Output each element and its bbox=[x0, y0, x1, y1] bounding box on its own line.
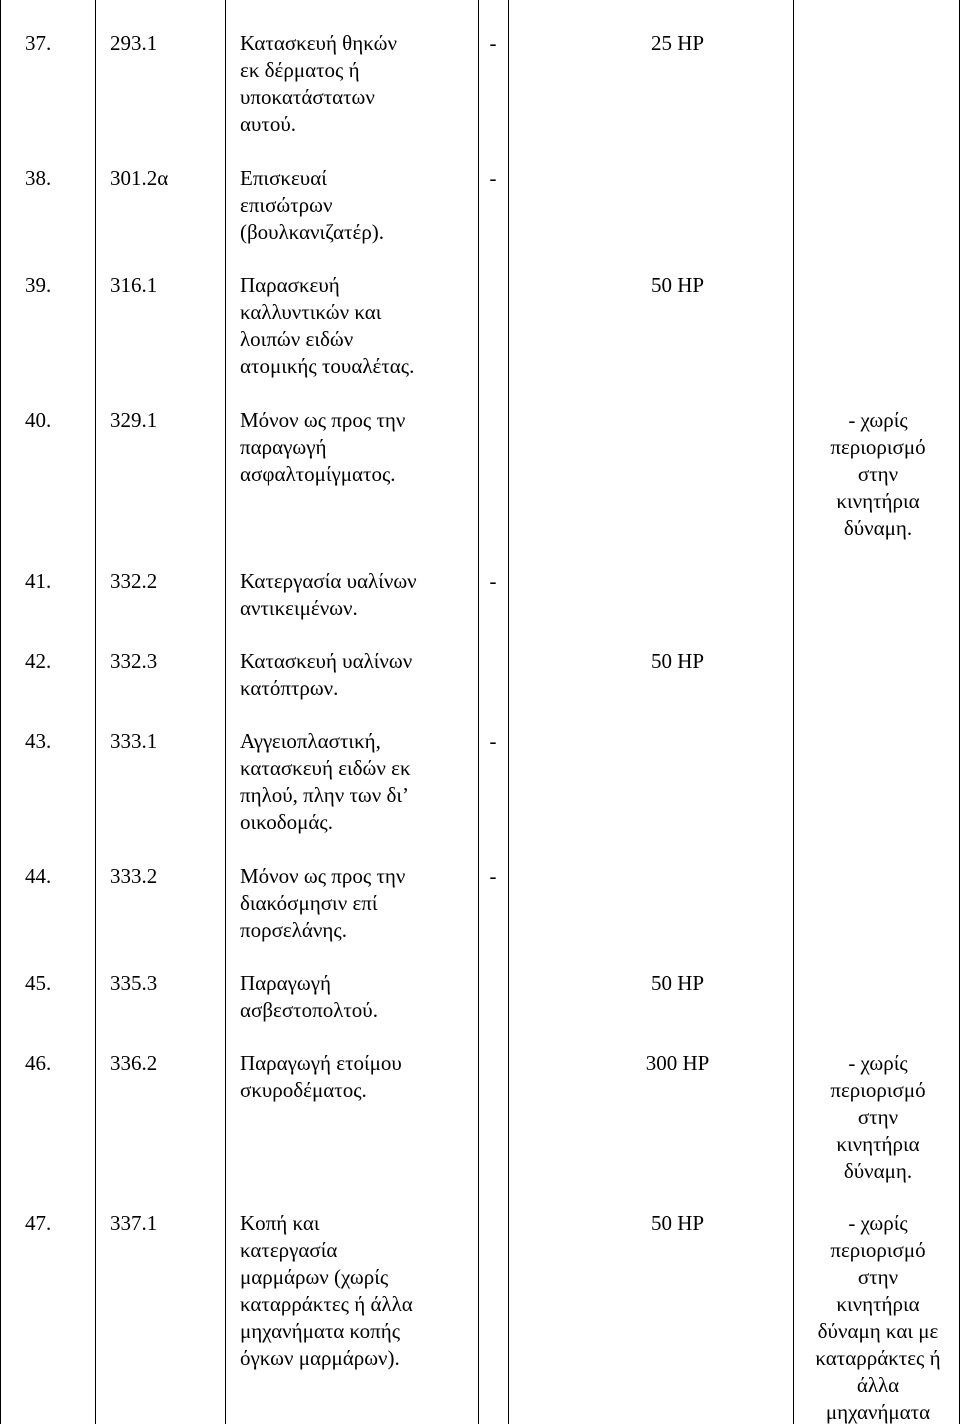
description-line: ασβεστοπολτού. bbox=[240, 998, 378, 1022]
remark-line: - χωρίς bbox=[848, 408, 908, 432]
remark-line: μηχανήματα bbox=[825, 1400, 931, 1424]
table-border-left bbox=[0, 0, 1, 1424]
description-line: σκυροδέματος. bbox=[240, 1078, 367, 1102]
column-divider bbox=[793, 0, 794, 1424]
power-limit: 50 HP bbox=[650, 649, 705, 673]
remark-line: περιορισμό bbox=[830, 1078, 926, 1102]
remark-line: - χωρίς bbox=[848, 1051, 908, 1075]
activity-description bbox=[240, 165, 480, 246]
description-line: κατεργασία bbox=[240, 1238, 338, 1262]
description-line: Μόνον ως προς την bbox=[240, 408, 406, 432]
remark-line: δύναμη. bbox=[843, 1159, 913, 1183]
remarks bbox=[796, 1210, 960, 1426]
dash-value: - bbox=[489, 166, 497, 190]
remark-line: άλλα bbox=[856, 1373, 900, 1397]
remark-line: δύναμη. bbox=[843, 516, 913, 540]
remark-line: στην bbox=[857, 1105, 899, 1129]
description-line: Μόνον ως προς την bbox=[240, 864, 406, 888]
description-line: καλλυντικών και bbox=[240, 300, 382, 324]
row-number: 42. bbox=[25, 649, 52, 673]
power-limit: 50 HP bbox=[650, 273, 705, 297]
power-limit: 50 HP bbox=[650, 971, 705, 995]
remark-line: κινητήρια bbox=[836, 1292, 920, 1316]
dash-value: - bbox=[489, 31, 497, 55]
description-line: Κοπή και bbox=[240, 1211, 320, 1235]
description-line: εκ δέρματος ή bbox=[240, 58, 360, 82]
row-number: 46. bbox=[25, 1051, 52, 1075]
power-limit: 300 HP bbox=[645, 1051, 710, 1075]
dash-value: - bbox=[489, 569, 497, 593]
activity-code: 301.2α bbox=[110, 166, 169, 190]
remark-line: δύναμη και με bbox=[817, 1319, 939, 1343]
description-line: μηχανήματα κοπής bbox=[240, 1319, 401, 1343]
row-number: 41. bbox=[25, 569, 52, 593]
description-line: λοιπών ειδών bbox=[240, 327, 354, 351]
activity-code: 335.3 bbox=[110, 971, 158, 995]
remark-line: περιορισμό bbox=[830, 1238, 926, 1262]
activity-description bbox=[240, 407, 480, 488]
column-divider bbox=[508, 0, 509, 1424]
activity-code: 316.1 bbox=[110, 273, 158, 297]
description-line: επισώτρων bbox=[240, 193, 333, 217]
description-line: Κατεργασία υαλίνων bbox=[240, 569, 417, 593]
activity-code: 333.1 bbox=[110, 729, 158, 753]
activity-description bbox=[240, 648, 480, 702]
description-line: πηλού, πλην των δι’ bbox=[240, 783, 410, 807]
row-number: 44. bbox=[25, 864, 52, 888]
activity-description bbox=[240, 728, 480, 836]
description-line: πορσελάνης. bbox=[240, 918, 347, 942]
activity-code: 293.1 bbox=[110, 31, 158, 55]
remark-line: καταρράκτες ή bbox=[815, 1346, 941, 1370]
activity-code: 336.2 bbox=[110, 1051, 158, 1075]
description-line: υποκατάστατων bbox=[240, 85, 375, 109]
row-number: 43. bbox=[25, 729, 52, 753]
description-line: κατασκευή ειδών εκ bbox=[240, 756, 411, 780]
description-line: ατομικής τουαλέτας. bbox=[240, 354, 415, 378]
activity-code: 329.1 bbox=[110, 408, 158, 432]
activity-description bbox=[240, 970, 480, 1024]
row-number: 39. bbox=[25, 273, 52, 297]
description-line: Παραγωγή bbox=[240, 971, 332, 995]
remark-line: κινητήρια bbox=[836, 1132, 920, 1156]
row-number: 40. bbox=[25, 408, 52, 432]
activity-description bbox=[240, 1210, 480, 1372]
description-line: κατόπτρων. bbox=[240, 676, 339, 700]
row-number: 38. bbox=[25, 166, 52, 190]
description-line: ασφαλτομίγματος. bbox=[240, 462, 396, 486]
description-line: Κατασκευή υαλίνων bbox=[240, 649, 413, 673]
dash-value: - bbox=[489, 864, 497, 888]
remark-line: στην bbox=[857, 1265, 899, 1289]
description-line: αυτού. bbox=[240, 112, 296, 136]
activity-description bbox=[240, 1050, 480, 1104]
description-line: αντικειμένων. bbox=[240, 596, 358, 620]
row-number: 37. bbox=[25, 31, 52, 55]
description-line: Επισκευαί bbox=[240, 166, 327, 190]
description-line: Αγγειοπλαστική, bbox=[240, 729, 381, 753]
row-number: 45. bbox=[25, 971, 52, 995]
description-line: οικοδομάς. bbox=[240, 810, 333, 834]
description-line: διακόσμησιν επί bbox=[240, 891, 378, 915]
power-limit: 25 HP bbox=[650, 31, 705, 55]
dash-value: - bbox=[489, 729, 497, 753]
remark-line: περιορισμό bbox=[830, 435, 926, 459]
remark-line: κινητήρια bbox=[836, 489, 920, 513]
column-divider bbox=[95, 0, 96, 1424]
column-divider bbox=[225, 0, 226, 1424]
description-line: (βουλκανιζατέρ). bbox=[240, 220, 385, 244]
activity-code: 333.2 bbox=[110, 864, 158, 888]
remarks bbox=[796, 1050, 960, 1185]
remark-line: στην bbox=[857, 462, 899, 486]
description-line: Παρασκευή bbox=[240, 273, 340, 297]
description-line: μαρμάρων (χωρίς bbox=[240, 1265, 389, 1289]
activity-code: 337.1 bbox=[110, 1211, 158, 1235]
activity-description bbox=[240, 30, 480, 138]
description-line: παραγωγή bbox=[240, 435, 327, 459]
description-line: καταρράκτες ή άλλα bbox=[240, 1292, 413, 1316]
activity-code: 332.3 bbox=[110, 649, 158, 673]
activity-code: 332.2 bbox=[110, 569, 158, 593]
activity-description bbox=[240, 272, 480, 380]
activity-description bbox=[240, 863, 480, 944]
row-number: 47. bbox=[25, 1211, 52, 1235]
description-line: Παραγωγή ετοίμου bbox=[240, 1051, 402, 1075]
description-line: όγκων μαρμάρων). bbox=[240, 1346, 400, 1370]
power-limit: 50 HP bbox=[650, 1211, 705, 1235]
activity-description bbox=[240, 568, 480, 622]
remarks bbox=[796, 407, 960, 542]
description-line: Κατασκευή θηκών bbox=[240, 31, 397, 55]
remark-line: - χωρίς bbox=[848, 1211, 908, 1235]
